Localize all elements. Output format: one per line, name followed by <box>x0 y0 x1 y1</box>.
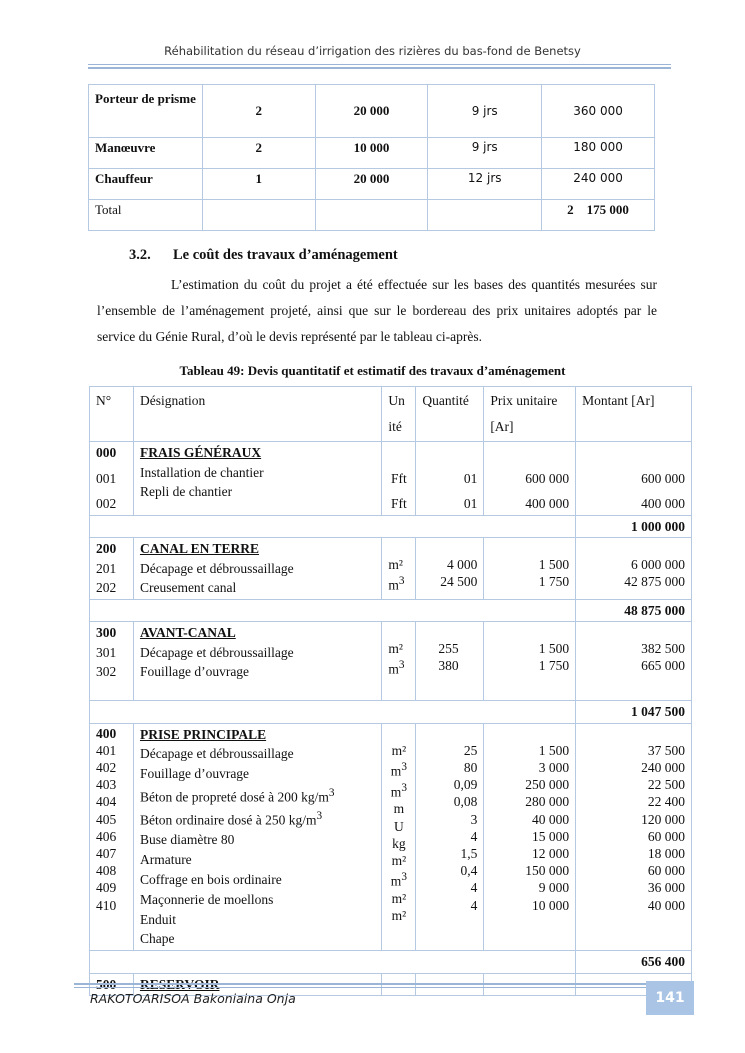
subtotal-row <box>90 515 692 538</box>
item-designation: Chape <box>139 931 175 947</box>
item-designation: Fouillage d’ouvrage <box>139 664 250 679</box>
item-designation: Armature <box>139 852 192 868</box>
group-frais-generaux: 000 001 002 FRAIS GÉNÉRAUX Installation de chantier Repli de chantier Fft Fft 01 01 600 000 400 000 600 000 400 000 <box>90 442 692 516</box>
item-designation: Béton de propreté dosé à 200 $kg/m^3$ <box>139 786 335 805</box>
row-label: Chauffeur <box>89 169 203 200</box>
row-duration: 12 jrs <box>428 169 542 200</box>
row-label: Porteur de prisme <box>89 85 203 138</box>
subtotal-row <box>90 701 692 724</box>
item-designation: Béton ordinaire dosé à 250 $kg/m^3$ <box>139 810 323 828</box>
page-number: 141 <box>646 981 694 1015</box>
group-prise-principale: 400 401 402 403 404 405 406 407 408 409 410 PRISE PRINCIPALE Décapage et débroussaillage Fouillage d’ouvrage Béton de propreté dosé à 200 $kg/m^3$ Béton ordinaire dosé à 250 $kg/m^3$ Buse diamètre 80 Armature Coffrage en bois ordinaire Maçonnerie de moellons Enduit Chape m² $m^3$ $m^3$ m U kg m² $m^3$ m² m² 25 80 0,09 0,08 3 4 1,5 0,4 4 4 1 500 3 000 250 000 280 000 40 000 15 000 12 000 150 000 9 000 10 000 37 500 240 000 22 500 22 400 120 000 60 000 18 000 60 000 36 000 40 000 <box>90 723 692 951</box>
subtotal-row <box>90 951 692 974</box>
row-count: 2 <box>202 138 315 169</box>
section-number: 3.2. <box>129 247 151 263</box>
item-designation: Installation de chantier <box>139 464 264 480</box>
header-rule-thin <box>88 64 671 65</box>
item-designation: Coffrage en bois ordinaire <box>139 872 282 888</box>
footer-rule-thin <box>74 987 646 988</box>
table-row <box>89 169 655 200</box>
group-title: RESERVOIR <box>133 973 381 996</box>
group-avant-canal: 300 301 302 AVANT-CANAL Décapage et débroussaillage Fouillage d’ouvrage m² $m^3$ 255 380 1 500 1 750 382 500 665 000 <box>90 622 692 701</box>
item-designation: Décapage et débroussaillage <box>139 746 294 762</box>
labor-cost-table <box>88 84 655 231</box>
col-header-unit-price: Prix unitaire [Ar] <box>484 387 576 442</box>
group-title: PRISE PRINCIPALE <box>139 726 267 742</box>
subtotal-value: 48 875 000 <box>576 599 692 622</box>
table-header-row <box>90 387 692 442</box>
subtotal-row <box>90 599 692 622</box>
item-designation: Fouillage d’ouvrage <box>139 766 250 782</box>
group-code: 400 <box>96 725 117 741</box>
footer-author: RAKOTOARISOA Bakoniaina Onja <box>90 991 296 1006</box>
row-duration: 9 jrs <box>428 85 542 138</box>
col-header-amount: Montant [Ar] <box>576 387 692 442</box>
group-title: CANAL EN TERRE <box>139 541 259 556</box>
row-duration: 9 jrs <box>428 138 542 169</box>
group-code: 300 <box>96 625 117 640</box>
item-designation: Décapage et débroussaillage <box>139 560 294 576</box>
group-code: 500 <box>90 973 134 996</box>
item-designation: Creusement canal <box>139 580 237 595</box>
row-amount: 360 000 <box>542 85 655 138</box>
body-paragraph <box>97 272 657 350</box>
col-header-quantity: Quantité <box>416 387 484 442</box>
group-canal-en-terre: 200 201 202 CANAL EN TERRE Décapage et débroussaillage Creusement canal m² $m^3$ 4 000 24 500 1 500 1 750 6 000 000 42 875 000 <box>90 538 692 600</box>
cost-estimate-table <box>89 386 692 996</box>
table-row <box>89 85 655 138</box>
row-count: 1 <box>202 169 315 200</box>
section-heading <box>129 247 398 264</box>
row-rate: 20 000 <box>315 169 428 200</box>
row-amount: 180 000 <box>542 138 655 169</box>
item-designation: Décapage et débroussaillage <box>139 644 294 660</box>
table-row <box>89 138 655 169</box>
subtotal-value: 656 400 <box>576 951 692 974</box>
row-rate: 20 000 <box>315 85 428 138</box>
item-designation: Buse diamètre 80 <box>139 832 235 848</box>
col-header-number: N° <box>90 387 134 442</box>
item-designation: Repli de chantier <box>139 484 233 499</box>
group-title: FRAIS GÉNÉRAUX <box>139 445 262 460</box>
col-header-unit: Un ité <box>382 387 416 442</box>
row-count: 2 <box>202 85 315 138</box>
row-rate: 10 000 <box>315 138 428 169</box>
row-label: Manœuvre <box>89 138 203 169</box>
paragraph-text: L’estimation du coût du projet a été effectuée sur les bases des quantités mesurées sur l’ensemble de l’aménagement projeté, ainsi que sur le bordereau des prix unitaires adoptés par le service du Génie Rural, d’où le devis représenté par le tableau ci-après. <box>97 277 657 344</box>
row-amount: 240 000 <box>542 169 655 200</box>
item-designation: Maçonnerie de moellons <box>139 891 274 907</box>
total-row <box>89 200 655 231</box>
total-label: Total <box>89 200 203 231</box>
total-value: 2 175 000 <box>542 200 655 231</box>
subtotal-value: 1 000 000 <box>576 515 692 538</box>
group-code: 000 <box>96 445 117 460</box>
subtotal-value: 1 047 500 <box>576 701 692 724</box>
section-title: Le coût des travaux d’aménagement <box>173 247 398 263</box>
footer-rule-thick <box>74 983 646 985</box>
running-header: Réhabilitation du réseau d’irrigation des rizières du bas-fond de Benetsy <box>164 44 581 58</box>
header-rule-thick <box>88 67 671 69</box>
col-header-designation: Désignation <box>133 387 381 442</box>
table-caption: Tableau 49: Devis quantitatif et estimatif des travaux d’aménagement <box>179 363 566 378</box>
group-code: 200 <box>96 541 117 556</box>
group-title: AVANT-CANAL <box>139 625 236 640</box>
item-designation: Enduit <box>139 911 176 927</box>
